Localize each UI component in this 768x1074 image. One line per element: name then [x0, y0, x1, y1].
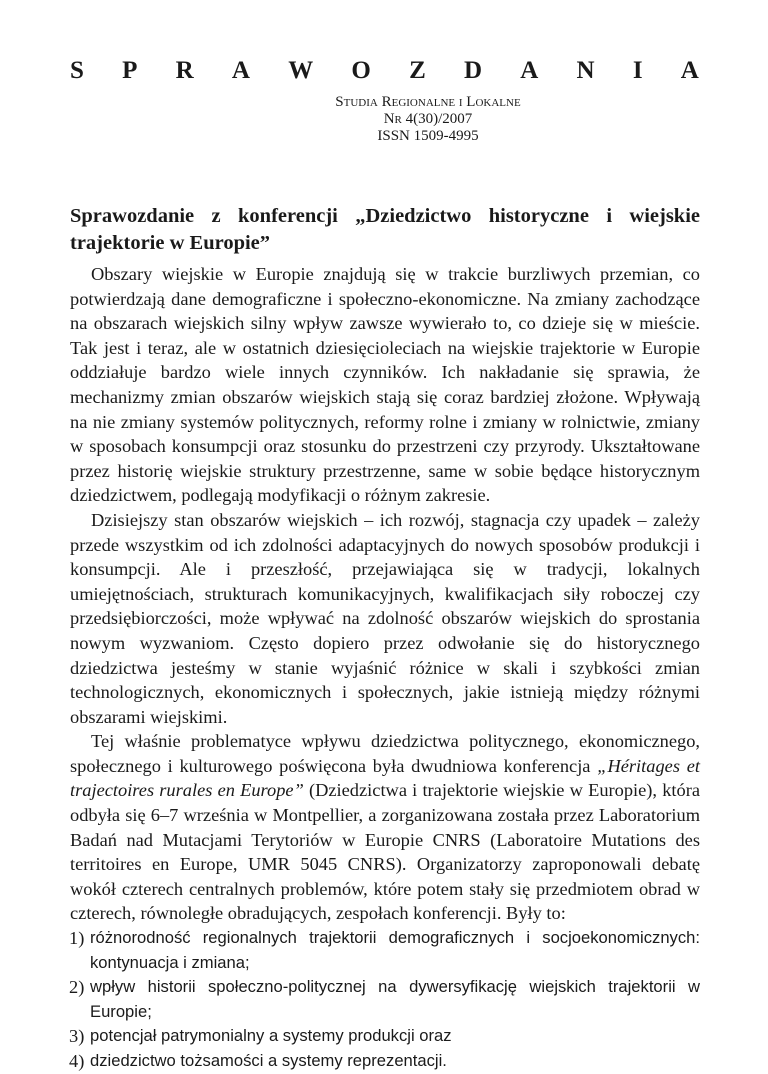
section-letter: W — [288, 57, 314, 84]
section-letter: I — [632, 57, 643, 84]
section-letter: D — [463, 57, 483, 84]
list-text: dziedzictwo tożsamości a systemy reprezentacji. — [90, 1051, 447, 1070]
paragraph: Obszary wiejskie w Europie znajdują się w trakcie burzliwych przemian, co potwierdzają dane demograficzne i społeczno-ekonomiczne. Na zmiany zachodzące na obszarach wiejskich silny wpływ zawsze wywierało to, co dzieje się w mieście. Tak jest i teraz, ale w ostatnich dziesięcioleciach na wiejskie trajektorie w Europie oddziałuje bardzo wiele innych czynników. Ich nakładanie się sprawia, że mechanizmy zmian obszarów wiejskich stają się coraz bardziej złożone. Wpływają na nie zmiany systemów politycznych, reformy rolne i zmiany w rolnictwie, zmiany w sposobach konsumpcji oraz stosunku do przestrzeni czy przyrody. Ukształtowane przez historię wiejskie struktury przestrzenne, same w sobie będące historycznym dziedzictwem, podlegają modyfikacji o różnym zakresie. — [70, 264, 700, 506]
journal-issue: Nr 4(30)/2007 — [383, 111, 473, 127]
topic-list — [70, 926, 700, 1074]
journal-name: Studia Regionalne i Lokalne — [335, 94, 521, 110]
list-item — [70, 975, 700, 1024]
list-number: 2) — [69, 977, 85, 998]
section-letter: P — [122, 57, 138, 84]
list-item — [70, 926, 700, 975]
section-letter: R — [175, 57, 194, 84]
conference-name: „Héritages et trajectoires rurales en Europe” — [70, 755, 700, 801]
list-item — [70, 1024, 700, 1049]
article-title: Sprawozdanie z konferencji „Dziedzictwo historyczne i wiejskie trajektorie w Europie” — [70, 205, 700, 254]
section-letter: A — [231, 57, 250, 84]
list-text: różnorodność regionalnych trajektorii demograficznych i socjoekonomicznych: kontynuacja i zmiana; — [90, 928, 700, 972]
list-text: wpływ historii społeczno-politycznej na dywersyfikację wiejskich trajektorii w Europie; — [90, 977, 700, 1021]
section-letter: O — [351, 57, 371, 84]
paragraph-text: (Dziedzictwa i trajektorie wiejskie w Europie), która odbyła się 6–7 września w Montpellier, a zorganizowana została przez Laboratorium Badań nad Mutacjami Terytoriów w Europie CNRS (Laboratoire Mutations des territoires en Europe, UMR 5045 CNRS). Organizatorzy zaproponowali debatę wokół czterech centralnych problemów, które potem stały się przedmiotem obrad w czterech, równoległe obradujących, zespołach konferencji. Były to: — [70, 780, 700, 924]
list-number: 1) — [69, 928, 85, 949]
list-number: 4) — [69, 1051, 85, 1071]
paragraph: Dzisiejszy stan obszarów wiejskich – ich rozwój, stagnacja czy upadek – zależy przede wszystkim od ich zdolności adaptacyjnych do nowych sposobów produkcji i konsumpcji. Ale i przeszłość, przejawiająca się w tradycji, lokalnych umiejętnościach, strukturach komunikacyjnych, kwalifikacjach siły roboczej czy przedsiębiorczości, może wpływać na zdolność obszarów wiejskich do sprostania nowym wyzwaniom. Często dopiero przez odwołanie się do historycznego dziedzictwa jesteśmy w stanie wyjaśnić różnice w skali i szybkości zmian technologicznych, ekonomicznych i społecznych, jakie istnieją między różnymi obszarami wiejskimi. — [70, 509, 700, 727]
section-letter: A — [520, 57, 539, 84]
journal-info — [0, 94, 756, 145]
paragraph-text: Tej właśnie problematyce wpływu dziedzictwa politycznego, ekonomicznego, społecznego i kulturowego poświęcona była dwudniowa konferencja — [70, 731, 700, 776]
section-letter: S — [70, 57, 84, 84]
paragraph — [70, 729, 700, 926]
article-body — [70, 262, 700, 1074]
journal-issn: ISSN 1509-4995 — [377, 128, 479, 144]
section-letter: A — [680, 57, 699, 84]
list-item — [70, 1049, 700, 1074]
list-text: potencjał patrymonialny a systemy produkcji oraz — [90, 1026, 452, 1046]
section-letter: Z — [409, 57, 426, 84]
section-letter: N — [576, 57, 595, 84]
section-heading — [70, 57, 699, 85]
list-number: 3) — [69, 1026, 85, 1047]
